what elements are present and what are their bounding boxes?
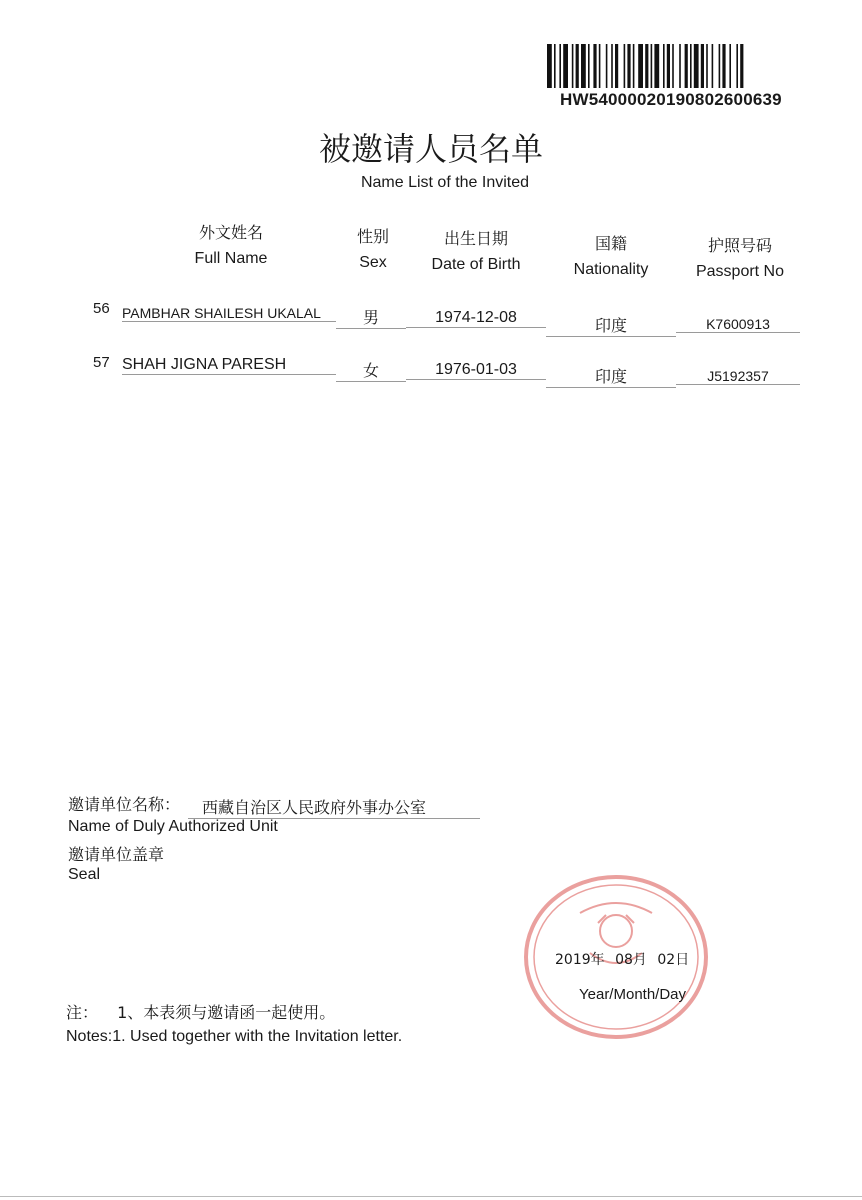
date-caption: Year/Month/Day <box>579 986 687 1003</box>
header-full-name-en: Full Name <box>194 250 268 267</box>
notes-zh-text: 1、本表须与邀请函一起使用。 <box>117 1003 336 1022</box>
header-sex-zh: 性别 <box>356 227 389 246</box>
row-nationality: 印度 <box>546 364 676 388</box>
header-passport-zh: 护照号码 <box>707 236 772 255</box>
seal-label-zh: 邀请单位盖章 <box>68 845 165 864</box>
header-sex-en: Sex <box>359 254 387 271</box>
row-sex: 女 <box>336 358 406 382</box>
date-line <box>555 949 689 969</box>
header-full-name <box>180 220 282 272</box>
header-dob-en: Date of Birth <box>431 256 521 273</box>
row-passport: K7600913 <box>676 316 800 333</box>
date-month-suffix: 月 <box>632 952 647 968</box>
unit-label-en: Name of Duly Authorized Unit <box>68 818 278 835</box>
header-nationality-en: Nationality <box>573 261 649 278</box>
date-year: 2019 <box>555 952 591 968</box>
date-day: 02 <box>657 952 676 968</box>
header-nationality-zh: 国籍 <box>594 234 627 253</box>
row-sex: 男 <box>336 305 406 329</box>
unit-value: 西藏自治区人民政府外事办公室 <box>188 795 480 819</box>
header-dob-zh: 出生日期 <box>443 229 508 248</box>
row-nationality: 印度 <box>546 313 676 337</box>
unit-label-zh: 邀请单位名称： <box>68 795 181 814</box>
barcode-number: HW5400002019080260063​9 <box>560 90 782 109</box>
header-passport-en: Passport No <box>695 263 785 280</box>
header-nationality <box>563 231 659 283</box>
date-day-suffix: 日 <box>675 952 690 968</box>
header-full-name-zh: 外文姓名 <box>198 223 263 242</box>
row-name: PAMBHAR SHAILESH UKALAL <box>122 305 336 322</box>
title-chinese: 被邀请人员名单 <box>318 130 543 168</box>
title-english: Name List of the Invited <box>360 174 530 191</box>
date-year-suffix: 年 <box>590 952 605 968</box>
row-passport: J5192357 <box>676 368 800 385</box>
notes-zh-prefix: 注： <box>66 1003 99 1022</box>
header-sex <box>348 224 398 276</box>
barcode <box>547 44 803 88</box>
notes-zh <box>66 1000 335 1023</box>
row-dob: 1974-12-08 <box>406 309 546 328</box>
row-number: 57 <box>93 354 110 371</box>
notes-en: Notes:1. Used together with the Invitation letter. <box>66 1028 403 1045</box>
row-name: SHAH JIGNA PARESH <box>122 356 336 375</box>
header-passport <box>686 233 794 285</box>
row-dob: 1976-01-03 <box>406 361 546 380</box>
header-dob <box>420 226 532 278</box>
date-month: 08 <box>615 952 633 968</box>
seal-label-en: Seal <box>68 866 101 883</box>
row-number: 56 <box>93 300 110 317</box>
page-edge-divider <box>0 1196 862 1197</box>
